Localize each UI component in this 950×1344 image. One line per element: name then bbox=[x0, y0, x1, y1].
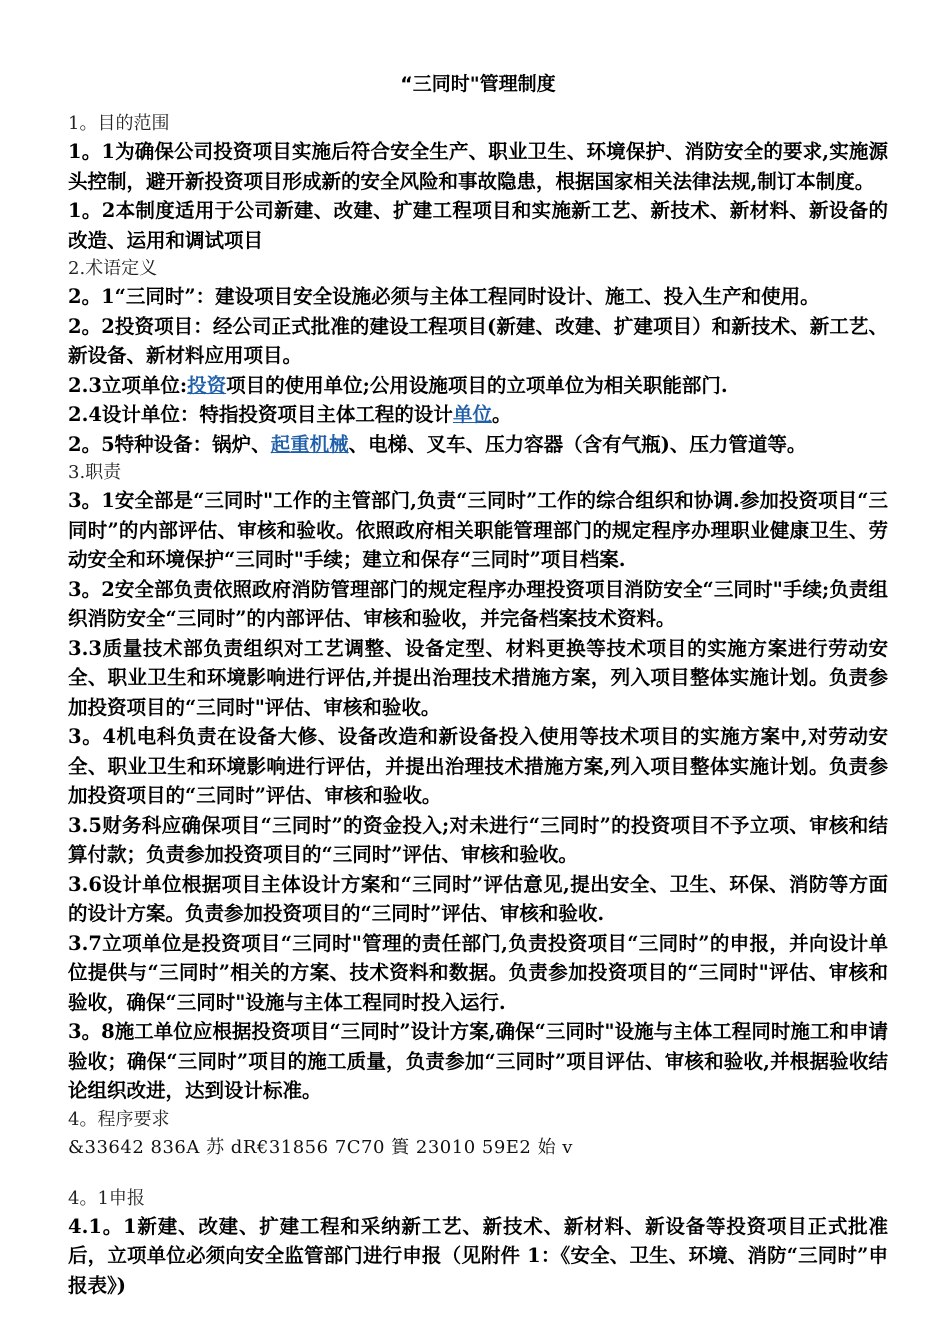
paragraph-2-2: 2。2投资项目：经公司正式批准的建设工程项目(新建、改建、扩建项目）和新技术、新工艺、新设备、新材料应用项目。 bbox=[68, 314, 888, 367]
paragraph-3-1: 3。1安全部是“三同时"工作的主管部门,负责“三同时”工作的综合组织和协调.参加投资项目“三同时”的内部评估、审核和验收。依照政府相关职能管理部门的规定程序办理职业健康卫生、劳动安全和环境保护“三同时"手续；建立和保存“三同时”项目档案. bbox=[68, 489, 888, 571]
paragraph-2-5 bbox=[68, 430, 888, 460]
paragraph-2-3-text-pre: 2.3立项单位: bbox=[68, 373, 188, 397]
section-heading-4: 4。程序要求 bbox=[68, 1108, 170, 1130]
paragraph-2-4-text-post: 。 bbox=[491, 403, 512, 426]
document-title: “三同时"管理制度 bbox=[400, 73, 556, 95]
section-heading-1: 1。目的范围 bbox=[68, 113, 170, 134]
subsection-heading-4-1: 4。1申报 bbox=[68, 1187, 145, 1209]
paragraph-3-4: 3。4机电科负责在设备大修、设备改造和新设备投入使用等技术项目的实施方案中,对劳动安全、职业卫生和环境影响进行评估，并提出治理技术措施方案,列入项目整体实施计划。负责参加投资项目的“三同时”评估、审核和验收。 bbox=[68, 725, 888, 807]
paragraph-3-2: 3。2安全部负责依照政府消防管理部门的规定程序办理投资项目消防安全“三同时"手续;负责组织消防安全“三同时”的内部评估、审核和验收，并完备档案技术资料。 bbox=[68, 577, 888, 630]
link-danwei[interactable]: 单位 bbox=[452, 403, 492, 426]
paragraph-2-4 bbox=[68, 400, 888, 430]
paragraph-4-1-1: 4.1。1新建、改建、扩建工程和采纳新工艺、新技术、新材料、新设备等投资项目正式批准后，立项单位必须向安全监管部门进行申报（见附件 1：《安全、卫生、环境、消防“三同时”申报表》) bbox=[68, 1214, 888, 1297]
paragraph-3-8: 3。8施工单位应根据投资项目“三同时”设计方案,确保“三同时"设施与主体工程同时施工和申请验收；确保“三同时”项目的施工质量，负责参加“三同时”项目评估、审核和验收,并根据验收结论组织改进，达到设计标准。 bbox=[68, 1020, 888, 1102]
link-qizhong-jixie[interactable]: 起重机械 bbox=[270, 432, 349, 456]
paragraph-1-2: 1。2本制度适用于公司新建、改建、扩建工程项目和实施新工艺、新技术、新材料、新设备的改造、运用和调试项目 bbox=[68, 199, 888, 252]
section-heading-2: 2.术语定义 bbox=[68, 258, 158, 279]
paragraph-2-5-text-pre: 2。5特种设备：锅炉、 bbox=[68, 432, 271, 456]
encoded-text-line: &33642 836A 苏 dR€31856 7C70 簣 23010 59E2 始 v bbox=[68, 1136, 573, 1158]
section-heading-3: 3.职责 bbox=[68, 462, 122, 483]
paragraph-2-5-text-post: 、电梯、叉车、压力容器（含有气瓶)、压力管道等。 bbox=[348, 432, 807, 456]
paragraph-3-7: 3.7立项单位是投资项目“三同时"管理的责任部门,负责投资项目“三同时”的申报，并向设计单位提供与“三同时”相关的方案、技术资料和数据。负责参加投资项目的“三同时"评估、审核和验收，确保“三同时"设施与主体工程同时投入运行. bbox=[68, 931, 888, 1014]
paragraph-3-6: 3.6设计单位根据项目主体设计方案和“三同时”评估意见,提出安全、卫生、环保、消防等方面的设计方案。负责参加投资项目的“三同时”评估、审核和验收. bbox=[68, 872, 888, 925]
paragraph-2-1: 2。1“三同时”：建设项目安全设施必须与主体工程同时设计、施工、投入生产和使用。 bbox=[68, 285, 820, 308]
paragraph-2-4-text-pre: 2.4设计单位：特指投资项目主体工程的设计 bbox=[68, 403, 453, 426]
paragraph-2-3-text-post: 项目的使用单位;公用设施项目的立项单位为相关职能部门. bbox=[226, 373, 728, 397]
paragraph-3-3: 3.3质量技术部负责组织对工艺调整、设备定型、材料更换等技术项目的实施方案进行劳动安全、职业卫生和环境影响进行评估,并提出治理技术措施方案，列入项目整体实施计划。负责参加投资项目的“三同时"评估、审核和验收。 bbox=[68, 636, 888, 719]
blank-line bbox=[68, 1163, 888, 1185]
paragraph-3-5: 3.5财务科应确保项目“三同时”的资金投入;对未进行“三同时”的投资项目不予立项、审核和结算付款；负责参加投资项目的“三同时”评估、审核和验收。 bbox=[68, 813, 888, 866]
link-touzi[interactable]: 投资 bbox=[187, 373, 227, 397]
document-page bbox=[68, 72, 888, 1300]
paragraph-1-1: 1。1为确保公司投资项目实施后符合安全生产、职业卫生、环境保护、消防安全的要求,实施源头控制，避开新投资项目形成新的安全风险和事故隐患，根据国家相关法律法规,制订本制度。 bbox=[68, 140, 888, 193]
paragraph-2-3 bbox=[68, 371, 888, 401]
